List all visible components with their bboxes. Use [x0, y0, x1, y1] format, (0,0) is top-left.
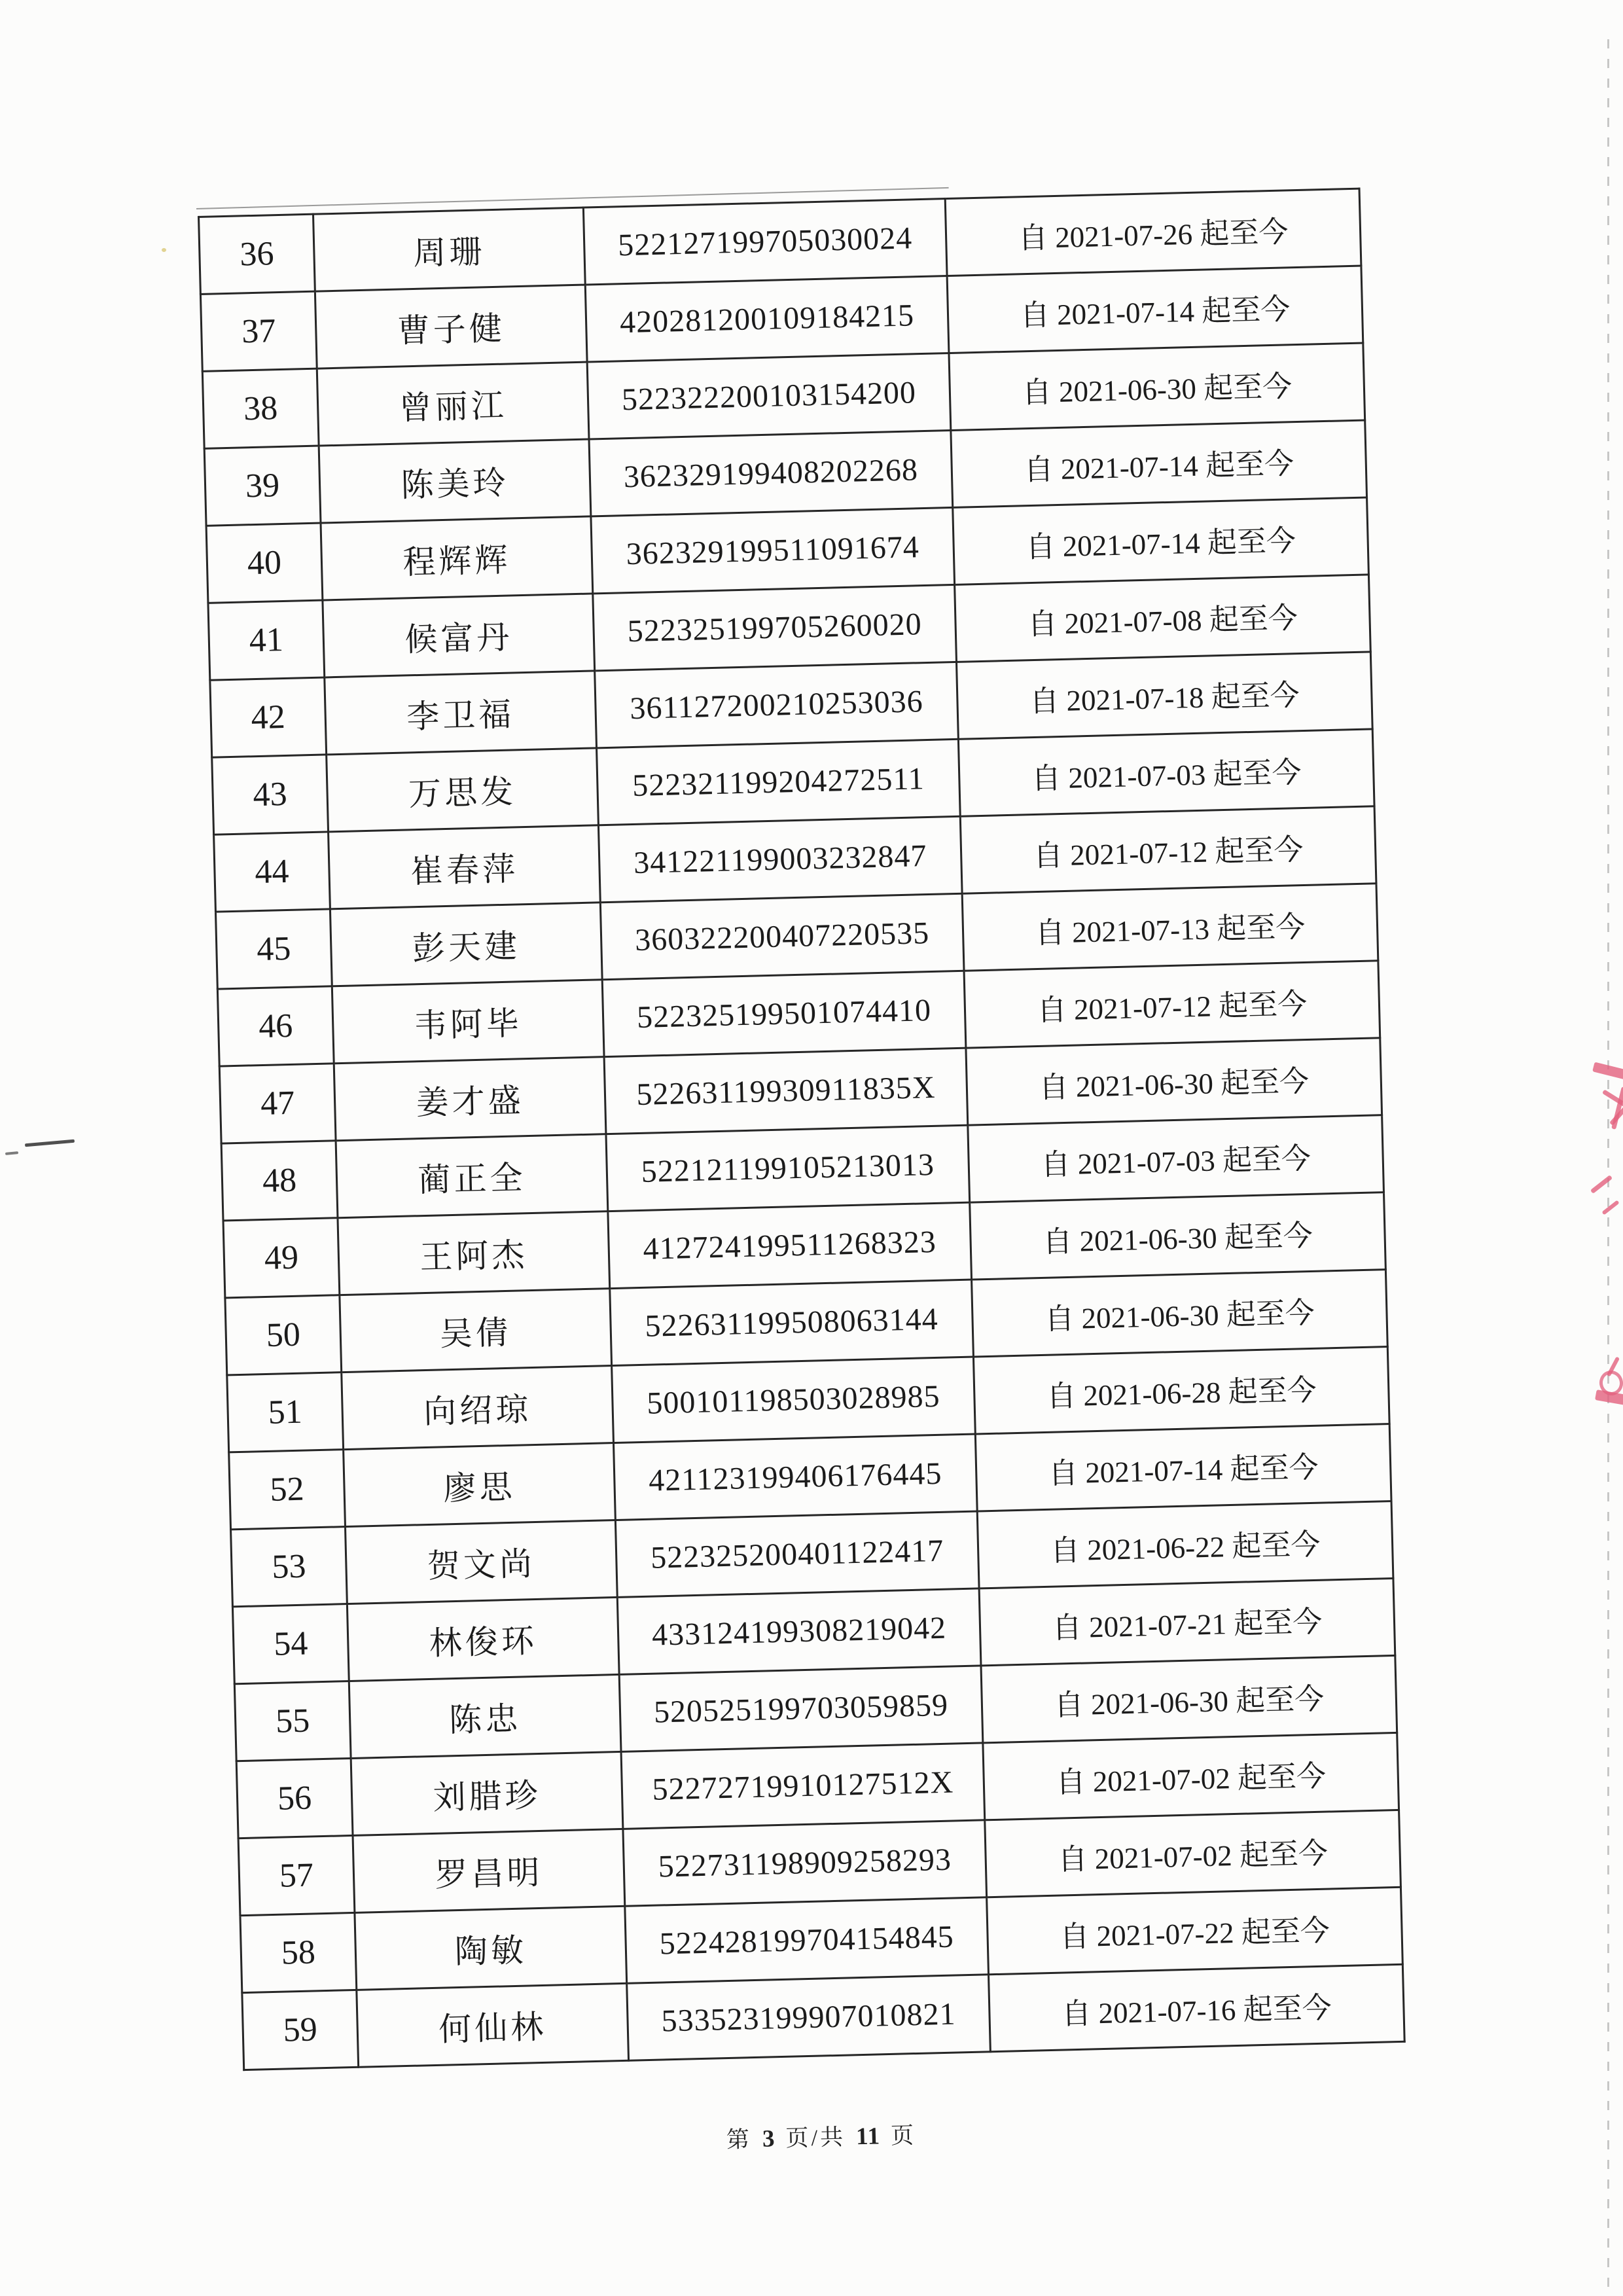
person-name-cell: 曹子健: [315, 285, 587, 368]
employment-period-cell: 自 2021-06-30 起至今: [972, 1270, 1388, 1357]
person-name-cell: 向绍琼: [342, 1366, 614, 1450]
row-number-cell: 58: [240, 1912, 357, 1992]
id-number-cell: 522631199508063144: [610, 1280, 974, 1365]
employment-period-cell: 自 2021-07-03 起至今: [958, 729, 1374, 816]
row-number-cell: 51: [227, 1372, 344, 1452]
row-number-cell: 43: [212, 755, 329, 834]
person-name-cell: 罗昌明: [353, 1829, 625, 1912]
employment-period-cell: 自 2021-06-30 起至今: [966, 1038, 1382, 1125]
employment-period-cell: 自 2021-06-30 起至今: [970, 1193, 1386, 1280]
id-number-cell: 361127200210253036: [595, 662, 959, 747]
scan-smudge: [5, 1151, 18, 1155]
footer-separator: 页/共: [785, 2124, 846, 2151]
footer-total-pages: 11: [855, 2123, 881, 2151]
row-number-cell: 48: [221, 1141, 338, 1221]
person-name-cell: 姜才盛: [334, 1057, 606, 1141]
pink-pen-mark: [1597, 1369, 1623, 1397]
pink-pen-mark: [1607, 1356, 1620, 1376]
row-number-cell: 55: [234, 1681, 351, 1761]
row-number-cell: 59: [242, 1990, 359, 2070]
id-number-cell: 341221199003232847: [598, 816, 962, 902]
employment-period-cell: 自 2021-07-13 起至今: [962, 884, 1378, 971]
employment-period-cell: 自 2021-07-14 起至今: [947, 266, 1363, 353]
person-name-cell: 万思发: [327, 748, 599, 832]
id-number-cell: 522121199105213013: [606, 1125, 970, 1211]
pink-pen-mark: [1602, 1089, 1623, 1119]
page-content: [198, 188, 1408, 2167]
row-number-cell: 52: [229, 1450, 346, 1530]
id-number-cell: 362329199408202268: [589, 430, 953, 516]
row-number-cell: 41: [208, 600, 325, 680]
scan-speck: [162, 248, 166, 252]
id-number-cell: 522321199204272511: [597, 739, 961, 825]
id-number-cell: 420281200109184215: [585, 276, 949, 362]
employment-period-cell: 自 2021-07-26 起至今: [945, 188, 1361, 276]
id-number-cell: 421123199406176445: [613, 1434, 977, 1520]
id-number-cell: 433124199308219042: [617, 1588, 981, 1674]
row-number-cell: 50: [225, 1295, 342, 1375]
employment-period-cell: 自 2021-07-14 起至今: [951, 420, 1367, 507]
person-name-cell: 何仙林: [357, 1983, 629, 2067]
id-number-cell: 522325200401122417: [615, 1511, 979, 1597]
id-number-cell: 522127199705030024: [583, 199, 947, 285]
id-number-cell: 522428199704154845: [625, 1897, 989, 1983]
pink-pen-mark: [1611, 1086, 1623, 1130]
employment-period-cell: 自 2021-07-02 起至今: [983, 1732, 1399, 1820]
row-number-cell: 54: [232, 1604, 349, 1684]
person-name-cell: 陈美玲: [319, 439, 591, 523]
employment-period-cell: 自 2021-07-14 起至今: [975, 1424, 1391, 1511]
row-number-cell: 46: [217, 986, 334, 1066]
employment-period-cell: 自 2021-07-16 起至今: [989, 1964, 1405, 2051]
footer-page-number: 3: [762, 2125, 776, 2153]
id-number-cell: 52263119930911835X: [604, 1048, 968, 1134]
person-name-cell: 蔺正全: [336, 1134, 608, 1218]
id-number-cell: 522731198909258293: [623, 1820, 987, 1906]
employment-period-cell: 自 2021-06-28 起至今: [973, 1347, 1389, 1434]
person-name-cell: 韦阿毕: [332, 980, 604, 1064]
id-number-cell: 522322200103154200: [587, 353, 951, 439]
row-number-cell: 37: [200, 291, 317, 371]
employment-period-cell: 自 2021-07-18 起至今: [956, 652, 1372, 739]
id-number-cell: 52272719910127512X: [621, 1743, 985, 1829]
row-number-cell: 39: [204, 446, 321, 526]
person-name-cell: 陈忠: [349, 1674, 621, 1758]
employment-period-cell: 自 2021-07-02 起至今: [985, 1810, 1401, 1897]
row-number-cell: 42: [210, 677, 327, 757]
id-number-cell: 362329199511091674: [591, 507, 955, 593]
person-name-cell: 候富丹: [323, 594, 595, 677]
footer-prefix: 第: [726, 2126, 753, 2153]
pink-pen-mark: [1609, 1088, 1623, 1126]
id-number-cell: 520525199703059859: [619, 1666, 983, 1751]
roster-table: [198, 188, 1406, 2072]
row-number-cell: 57: [238, 1835, 355, 1915]
employment-period-cell: 自 2021-07-22 起至今: [987, 1887, 1403, 1974]
employment-period-cell: 自 2021-06-30 起至今: [949, 343, 1365, 430]
person-name-cell: 周珊: [313, 207, 585, 291]
page-footer: [245, 2106, 1399, 2166]
id-number-cell: 522325199705260020: [593, 584, 957, 670]
person-name-cell: 陶敏: [355, 1906, 627, 1990]
row-number-cell: 53: [231, 1527, 348, 1607]
pink-pen-mark: [1590, 1175, 1613, 1194]
scan-smudge: [25, 1139, 75, 1147]
pink-pen-mark: [1595, 1390, 1623, 1407]
id-number-cell: 412724199511268323: [608, 1202, 972, 1288]
employment-period-cell: 自 2021-07-14 起至今: [953, 497, 1369, 584]
employment-period-cell: 自 2021-07-21 起至今: [979, 1578, 1395, 1665]
person-name-cell: 贺文尚: [345, 1520, 617, 1604]
pink-pen-mark: [1601, 1200, 1619, 1215]
row-number-cell: 40: [206, 523, 323, 603]
employment-period-cell: 自 2021-07-03 起至今: [968, 1115, 1384, 1202]
id-number-cell: 533523199907010821: [627, 1975, 991, 2060]
pink-pen-mark: [1592, 1062, 1623, 1081]
row-number-cell: 38: [202, 368, 319, 448]
person-name-cell: 吴倩: [340, 1289, 612, 1372]
employment-period-cell: 自 2021-06-22 起至今: [977, 1501, 1393, 1588]
person-name-cell: 廖思: [344, 1443, 616, 1527]
row-number-cell: 45: [215, 909, 332, 989]
footer-suffix: 页: [890, 2123, 917, 2149]
roster-table-body: [199, 188, 1405, 2070]
person-name-cell: 林俊环: [347, 1597, 619, 1681]
person-name-cell: 曾丽江: [317, 362, 589, 446]
row-number-cell: 44: [214, 832, 330, 912]
person-name-cell: 李卫福: [325, 671, 597, 755]
person-name-cell: 崔春萍: [329, 825, 601, 909]
person-name-cell: 王阿杰: [338, 1211, 610, 1295]
page-edge-shadow: [1607, 39, 1609, 2291]
employment-period-cell: 自 2021-07-12 起至今: [964, 961, 1380, 1048]
id-number-cell: 500101198503028985: [612, 1357, 976, 1443]
row-number-cell: 49: [223, 1218, 340, 1298]
row-number-cell: 36: [199, 214, 315, 294]
id-number-cell: 522325199501074410: [602, 971, 966, 1056]
person-name-cell: 程辉辉: [321, 516, 593, 600]
person-name-cell: 刘腊珍: [351, 1751, 623, 1835]
employment-period-cell: 自 2021-07-08 起至今: [955, 575, 1371, 662]
employment-period-cell: 自 2021-06-30 起至今: [981, 1655, 1397, 1742]
row-number-cell: 56: [236, 1758, 353, 1838]
person-name-cell: 彭天建: [330, 903, 602, 986]
row-number-cell: 47: [219, 1064, 336, 1143]
id-number-cell: 360322200407220535: [600, 893, 964, 979]
employment-period-cell: 自 2021-07-12 起至今: [960, 806, 1376, 893]
